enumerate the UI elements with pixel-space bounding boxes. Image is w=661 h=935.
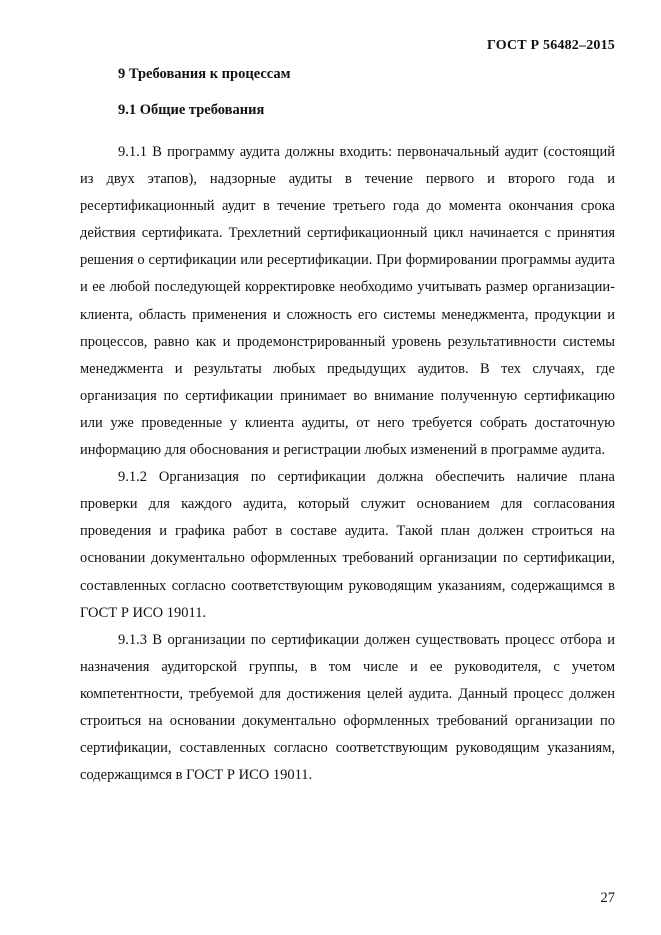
section-heading: 9 Требования к процессам bbox=[118, 66, 291, 82]
paragraph-9-1-3: 9.1.3 В организации по сертификации должен существовать процесс отбора и назначения аудиторской группы, в том числе и ее руководителя, с учетом компетентности, требуемой для достижения целей аудита. Данный процесс должен строиться на основании документально оформленных требований организации по сертификации, составленных согласно соответствующим руководящим указаниям, содержащимся в ГОСТ Р ИСО 19011. bbox=[80, 631, 615, 784]
document-standard-id: ГОСТ Р 56482–2015 bbox=[486, 38, 615, 53]
page-number: 27 bbox=[600, 890, 615, 906]
subsection-heading: 9.1 Общие требования bbox=[118, 102, 265, 118]
document-body bbox=[80, 64, 615, 789]
paragraph-9-1-2: 9.1.2 Организация по сертификации должна обеспечить наличие плана проверки для каждого аудита, который служит основанием для согласования проведения и графика работ в составе аудита. Такой план должен строиться на основании документально оформленных требований организации по сертификации, составленных согласно соответствующим руководящим указаниям, содержащимся в ГОСТ Р ИСО 19011. bbox=[80, 469, 615, 621]
paragraph-9-1-1: 9.1.1 В программу аудита должны входить: первоначальный аудит (состоящий из двух этапов), надзорные аудиты в течение первого и второго года и ресертификационный аудит в течение третьего года до момента окончания срока действия сертификата. Трехлетний сертификационный цикл начинается с принятия решения о сертификации или ресертификации. При формировании программы аудита и ее любой последующей корректировке необходимо учитывать размер организации-клиента, область применения и сложность его системы менеджмента, продукции и процессов, равно как и продемонстрированный уровень результативности системы менеджмента и результаты любых предыдущих аудитов. В тех случаях, где организация по сертификации принимает во внимание полученную сертификацию или уже проведенные у клиента аудиты, от него требуется собрать достаточную информацию для обоснования и регистрации любых изменений в программе аудита. bbox=[80, 144, 615, 459]
